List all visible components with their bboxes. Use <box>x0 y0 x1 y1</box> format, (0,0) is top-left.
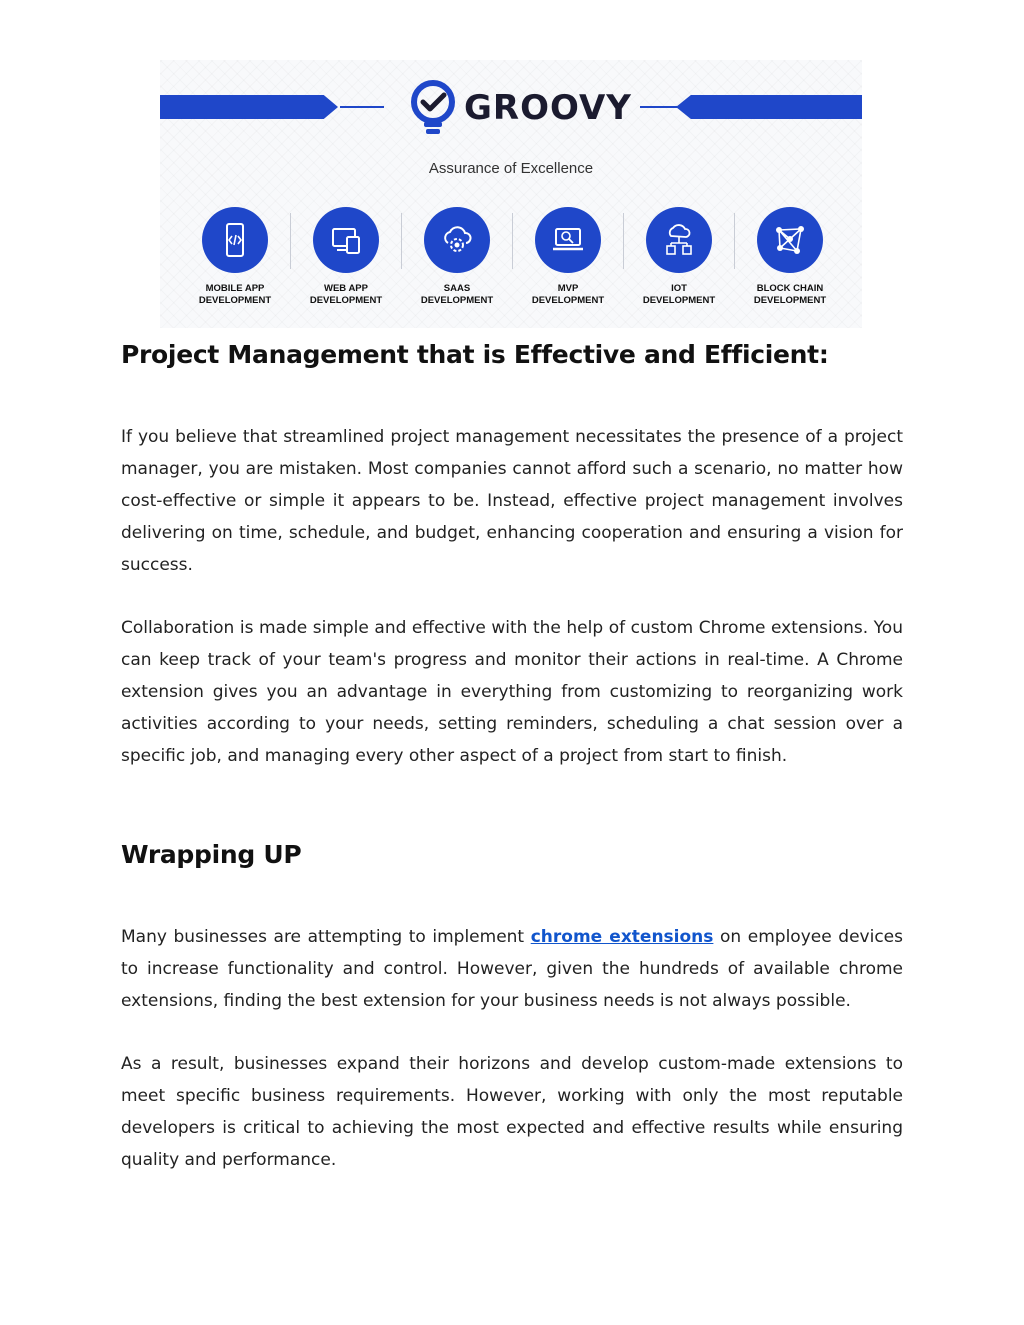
service-label: MVP DEVELOPMENT <box>531 283 605 306</box>
paragraph: If you believe that streamlined project management necessitates the presence of a project manager, you are mistaken. Most companies cannot afford such a scenario, no matter how cost-effective or simple it appears to be. Instead, effective project management involves delivering on time, schedule, and budget, enhancing cooperation and ensuring a vision for success. <box>121 427 903 575</box>
web-devices-icon <box>327 221 365 259</box>
laptop-mvp-icon <box>549 221 587 259</box>
lightbulb-check-icon <box>408 80 458 136</box>
section-wrapping-up <box>121 840 903 869</box>
service-label: IOT DEVELOPMENT <box>642 283 716 306</box>
paragraph-block <box>121 921 903 1017</box>
cloud-gear-icon <box>438 221 476 259</box>
banner-right-bar <box>676 95 862 119</box>
paragraph-text: Many businesses are attempting to implement <box>121 927 531 947</box>
groovy-banner <box>160 60 862 328</box>
section-heading: Project Management that is Effective and Efficient: <box>121 340 829 369</box>
banner-left-bar <box>160 95 338 119</box>
service-label: MOBILE APP DEVELOPMENT <box>198 283 272 306</box>
paragraph-block <box>121 421 903 581</box>
chrome-extensions-link[interactable]: chrome extensions <box>530 927 714 947</box>
service-mvp <box>513 207 623 307</box>
mobile-code-icon <box>216 221 254 259</box>
service-label: BLOCK CHAIN DEVELOPMENT <box>753 283 827 306</box>
service-blockchain <box>735 207 845 307</box>
iot-cloud-icon <box>660 221 698 259</box>
paragraph: As a result, businesses expand their horizons and develop custom-made extensions to meet specific business requirements. However, working with only the most reputable developers is critical to achieving the most expected and effective results while ensuring quality and performance. <box>121 1054 903 1170</box>
paragraph <box>121 921 903 1017</box>
services-row <box>180 207 844 317</box>
service-label: WEB APP DEVELOPMENT <box>309 283 383 306</box>
service-saas <box>402 207 512 307</box>
paragraph-block <box>121 612 903 772</box>
section-heading: Wrapping UP <box>121 840 302 869</box>
service-mobile-app <box>180 207 290 307</box>
tagline: Assurance of Excellence <box>428 160 594 177</box>
banner-right-line <box>640 106 678 108</box>
brand-name: GROOVY <box>464 88 632 128</box>
section-project-management <box>121 340 903 369</box>
service-iot <box>624 207 734 307</box>
banner-left-line <box>340 106 384 108</box>
paragraph-text: on employee devices to increase functionality and control. However, given the hundreds of available chrome extensions, finding the best extension for your business needs is not always possible. <box>121 927 903 1011</box>
service-label: SAAS DEVELOPMENT <box>420 283 494 306</box>
service-web-app <box>291 207 401 307</box>
paragraph-block <box>121 1048 903 1176</box>
blockchain-network-icon <box>771 221 809 259</box>
groovy-logo <box>408 80 632 136</box>
paragraph: Collaboration is made simple and effective with the help of custom Chrome extensions. You can keep track of your team's progress and monitor their actions in real-time. A Chrome extension gives you an advantage in everything from customizing to reorganizing work activities according to your needs, setting reminders, scheduling a chat session over a specific job, and managing every other aspect of a project from start to finish. <box>121 618 903 766</box>
